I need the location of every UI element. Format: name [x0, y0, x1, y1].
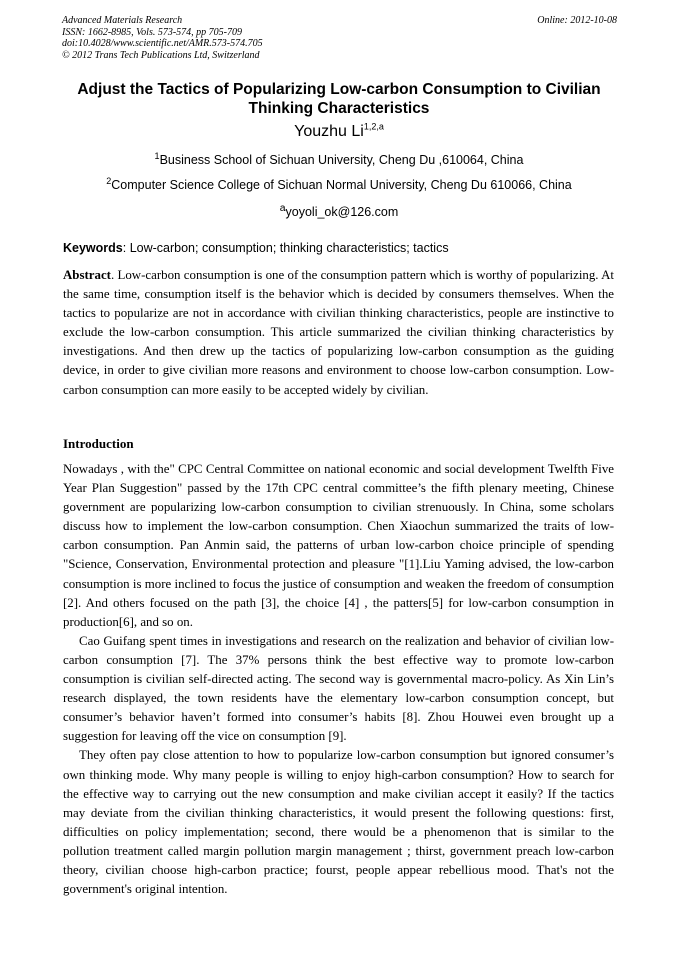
- author-name: Youzhu Li: [294, 123, 364, 140]
- journal-header: [62, 15, 617, 61]
- copyright-line: © 2012 Trans Tech Publications Ltd, Switzerland: [62, 49, 260, 61]
- paper-title: Adjust the Tactics of Popularizing Low-carbon Consumption to Civilian Thinking Characteristics: [77, 81, 601, 117]
- keywords-line: [63, 241, 618, 255]
- issn-line: ISSN: 1662-8985, Vols. 573-574, pp 705-709: [62, 26, 242, 38]
- email-text[interactable]: yoyoli_ok@126.com: [285, 205, 399, 220]
- online-date: Online: 2012-10-08: [537, 15, 617, 26]
- affiliation-1-superscript: 1: [154, 150, 160, 161]
- abstract-text: . Low-carbon consumption is one of the consumption pattern which is worthy of popularizing. At the same time, consumption itself is the behavior which is decided by consumers themselves. When the tactics to popularize are not in accordance with civilian thinking characteristics, people are instinctive to exclude the low-carbon consumption. This article summarized the civilian thinking characteristics by investigations. And then drew up the tactics of popularizing low-carbon consumption as the guiding device, in order to give civilian more reasons and environment to choose low-carbon consumption. Low-carbon consumption can more easily to be accepted widely by civilian.: [63, 268, 614, 397]
- affiliation-2-superscript: 2: [106, 175, 112, 186]
- journal-name: Advanced Materials Research: [62, 15, 183, 26]
- keywords-text: : Low-carbon; consumption; thinking characteristics; tactics: [122, 241, 449, 255]
- author-line: [0, 123, 678, 141]
- introduction-paragraph-1: Nowadays , with the" CPC Central Committee on national economic and social development Twelfth Five Year Plan Suggestion" passed by the 17th CPC central committee’s the fifth plenary meeting, Chinese government are popularizing low-carbon consumption to civilian strenuously. In China, some scholars discuss how to implement the low-carbon consumption. Chen Xiaochun summarized the traits of low-carbon consumption. Pan Anmin said, the patterns of urban low-carbon choice principle of spending "Science, Conservation, Environmental protection and pleasure "[1].Liu Yaming advised, the low-carbon consumption is more inclined to focus the justice of consumption and weaken the freedom of consumption [2]. And others focused on the path [3], the choice [4] , the patters[5] for low-carbon consumption in production[6], and so on.: [63, 462, 614, 629]
- abstract-paragraph: [63, 266, 614, 400]
- email-superscript: a: [279, 203, 286, 214]
- introduction-paragraph-3: They often pay close attention to how to popularize low-carbon consumption but ignored consumer’s own thinking mode. Why many people is willing to enjoy high-carbon consumption? How to search for the effective way to carrying out the new consumption and make civilian accept it easily? If the tactics may deviate from the civilian thinking characteristics, it would present the following questions: first, difficulties on policy implementation; second, there would be a phenomenon that is similar to the pollution treatment called margin pollution margin management ; thirst, government preach low-carbon theory, civilian choose high-carbon practice; fourst, people appear rebellious mood. That's not the government's original intention.: [63, 748, 614, 897]
- author-superscript: 1,2,a: [363, 121, 384, 132]
- abstract-label: Abstract: [63, 268, 111, 282]
- introduction-body: [63, 460, 614, 899]
- introduction-paragraph-2: Cao Guifang spent times in investigations and research on the realization and behavior of civilian low-carbon consumption [7]. The 37% persons think the best effective way to promote low-carbon consumption is civilian self-directed acting. The second way is governmental macro-policy. As Xin Lin’s research displayed, the town residents have the elementary low-carbon consumption concept, but consumer’s behavior haven’t formed into consumer’s habits [8]. Zhou Houwei even brought up a suggestion for leaving off the vice on consumption [9].: [63, 633, 614, 744]
- author-email: [0, 203, 678, 219]
- affiliation-1-text: Business School of Sichuan University, Cheng Du ,610064, China: [159, 153, 524, 167]
- keywords-label: Keywords: [63, 241, 123, 255]
- affiliation-2: [0, 175, 678, 192]
- introduction-heading: Introduction: [63, 436, 134, 451]
- doi-line: doi:10.4028/www.scientific.net/AMR.573-574.705: [62, 38, 263, 49]
- affiliation-1: [0, 150, 678, 167]
- affiliation-2-text: Computer Science College of Sichuan Normal University, Cheng Du 610066, China: [111, 178, 572, 192]
